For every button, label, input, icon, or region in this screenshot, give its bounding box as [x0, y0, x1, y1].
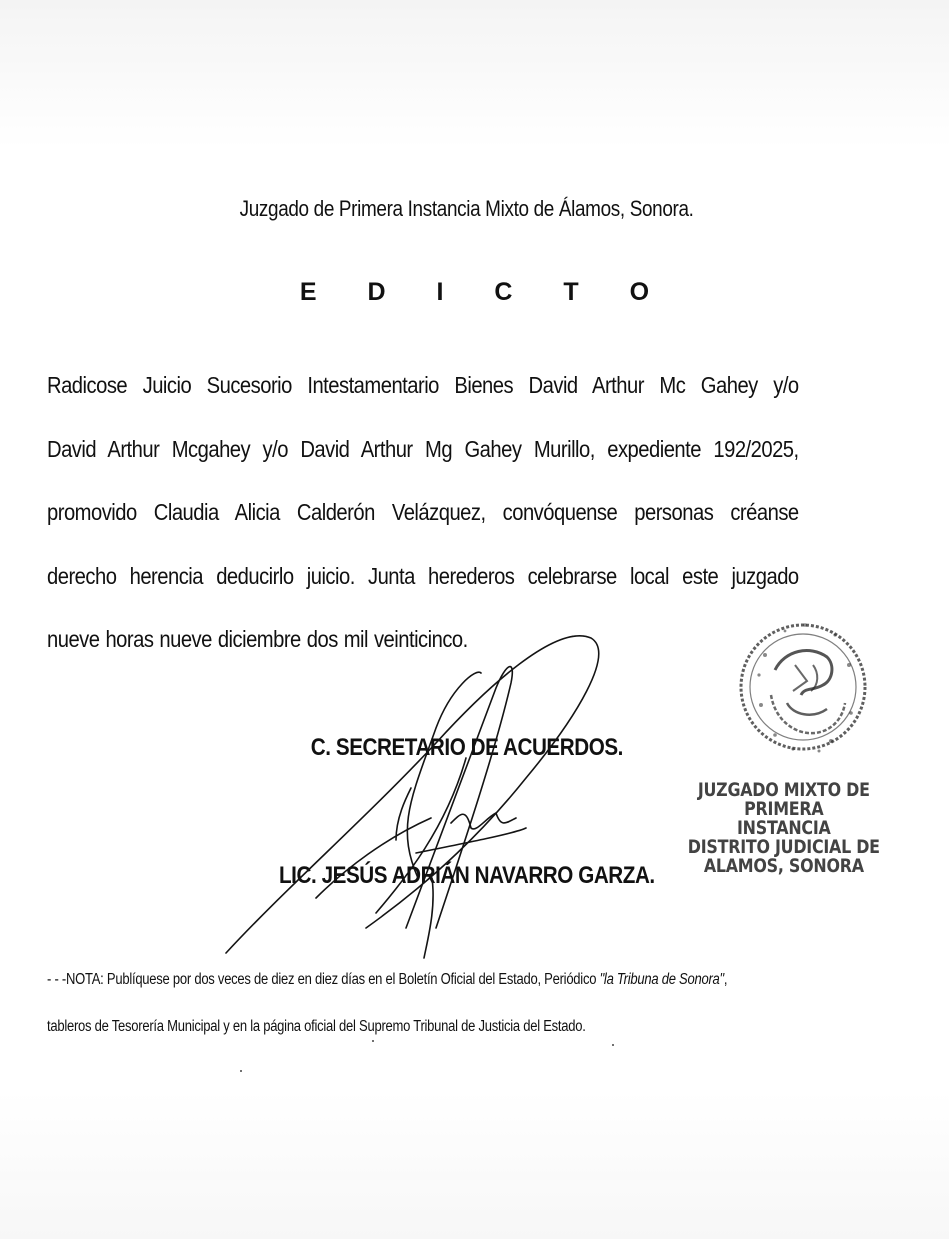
body-line: derecho herencia deducirlo juicio. Junta herederos celebrarse local este juzgado — [47, 562, 799, 589]
court-stamp — [672, 781, 896, 876]
secretary-title: C. SECRETARIO DE ACUERDOS. — [310, 734, 623, 761]
newspaper-name: "la Tribuna de Sonora" — [599, 971, 724, 988]
stamp-line: ALAMOS, SONORA — [703, 856, 864, 877]
body-line: David Arthur Mcgahey y/o David Arthur Mg Gahey Murillo, expediente 192/2025, — [47, 435, 799, 462]
stamp-line: JUZGADO MIXTO DE PRIMERA — [697, 780, 870, 820]
signature — [196, 628, 616, 968]
scan-speck — [372, 1040, 374, 1042]
document-title: E D I C T O — [299, 278, 672, 306]
scan-speck — [612, 1044, 614, 1046]
body-line: nueve horas nueve diciembre dos mil veinticinco. — [47, 626, 468, 653]
publication-note — [47, 956, 907, 1050]
note-prefix: - - -NOTA: Publíquese por dos veces de diez en diez días en el Boletín Oficial del Estado, Periódico — [47, 971, 600, 988]
note-line — [47, 956, 769, 1003]
note-line: tableros de Tesorería Municipal y en la página oficial del Supremo Tribunal de Justicia del Estado. — [47, 1018, 586, 1035]
mexican-coat-of-arms-seal-icon — [735, 595, 875, 780]
edict-body — [47, 354, 799, 672]
stamp-line: INSTANCIA — [737, 818, 831, 839]
scan-speck — [240, 1070, 242, 1072]
court-header: Juzgado de Primera Instancia Mixto de Álamos, Sonora. — [239, 196, 694, 221]
body-line: promovido Claudia Alicia Calderón Velázquez, convóquense personas créanse — [47, 499, 799, 526]
stamp-line: DISTRITO JUDICIAL DE — [687, 837, 880, 858]
note-suffix: , — [723, 971, 728, 988]
body-line: Radicose Juicio Sucesorio Intestamentario Bienes David Arthur Mc Gahey y/o — [47, 372, 799, 398]
secretary-name: LIC. JESÚS ADRIÁN NAVARRO GARZA. — [279, 862, 655, 889]
